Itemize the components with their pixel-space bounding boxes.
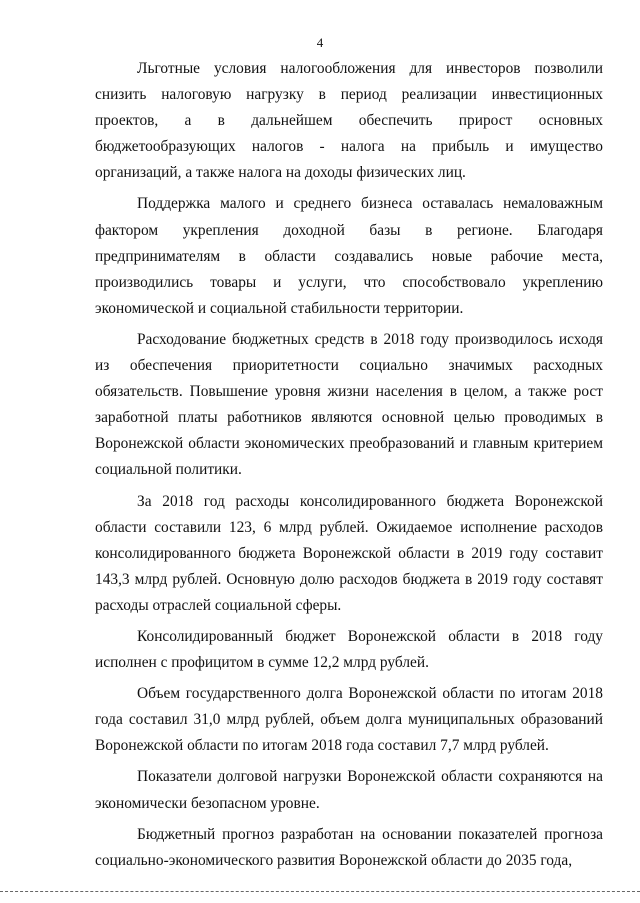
paragraph-debt-load: Показатели долговой нагрузки Воронежской области сохраняются на экономически безопасном уровне. xyxy=(95,768,603,812)
paragraph-small-business: Поддержка малого и среднего бизнеса оставалась немаловажным фактором укрепления доходной базы в регионе. Благодаря предпринимателям в области создавались новые рабочие места, производились товары и услуги, что способствовало укреплению экономической и социальной стабильности территории. xyxy=(95,195,603,317)
paragraph-public-debt: Объем государственного долга Воронежской области по итогам 2018 года составил 31,0 млрд рублей, объем долга муниципальных образований Воронежской области по итогам 2018 года составил 7,7 млрд рублей. xyxy=(95,685,603,755)
paragraph-budget-spending: Расходование бюджетных средств в 2018 году производилось исходя из обеспечения приоритетности социально значимых расходных обязательств. Повышение уровня жизни населения в целом, а также рост заработной платы работников являются основной целью проводимых в Воронежской области экономических преобразований и главным критерием социальной политики. xyxy=(95,330,603,479)
paragraph-budget-surplus: Консолидированный бюджет Воронежской области в 2018 году исполнен с профицитом в сумме 12,2 млрд рублей. xyxy=(95,627,603,672)
paragraph-tax-incentives: Льготные условия налогообложения для инвесторов позволили снизить налоговую нагрузку в период реализации инвестиционных проектов, а в дальнейшем обеспечить прирост основных бюджетообразующих налогов - налога на прибыль и имущество организаций, а также налога на доходы физических лиц. xyxy=(95,60,603,182)
paragraph-budget-forecast: Бюджетный прогноз разработан на основании показателей прогноза социально-экономического развития Воронежской области до 2035 года, xyxy=(95,825,603,869)
document-body xyxy=(95,56,603,879)
page-bottom-rule xyxy=(0,891,640,892)
paragraph-consolidated-expenses: За 2018 год расходы консолидированного бюджета Воронежской области составили 123, 6 млрд рублей. Ожидаемое исполнение расходов консолидированного бюджета Воронежской области в 2019 году составит 143,3 млрд рублей. Основную долю расходов бюджета в 2019 году составят расходы отраслей социальной сферы. xyxy=(95,492,603,614)
page-number: 4 xyxy=(316,35,324,50)
